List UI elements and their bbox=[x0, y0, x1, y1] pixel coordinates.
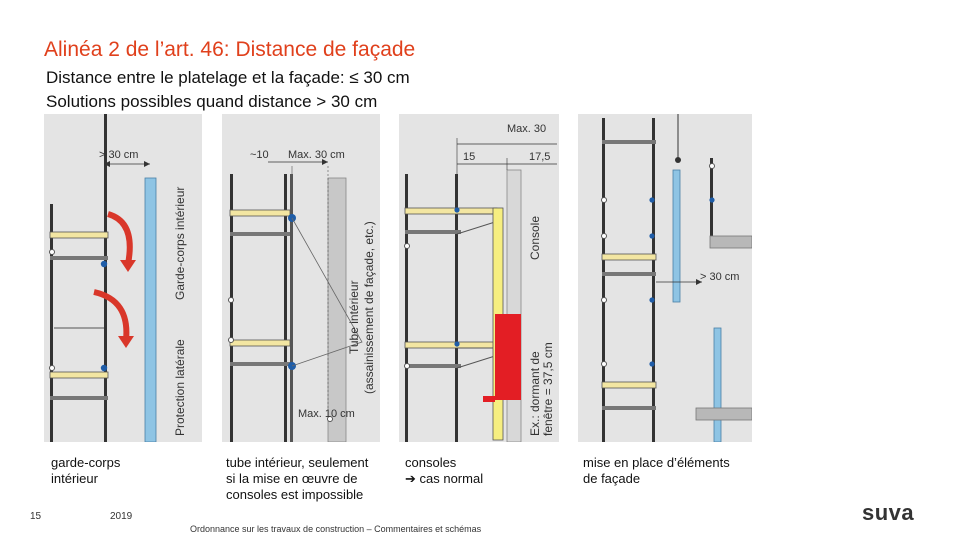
caption-interior-tube: tube intérieur, seulement si la mise en œuvre de consoles est impossible bbox=[226, 455, 369, 502]
interior-tube-drawing bbox=[222, 114, 380, 442]
fig1-garde-corps-label: Garde-corps intérieur bbox=[173, 186, 187, 300]
fig2-bottom-distance-label: Max. 10 cm bbox=[298, 408, 355, 420]
slide-subtitle-line-2: Solutions possibles quand distance > 30 cm bbox=[46, 92, 378, 111]
page-number: 15 bbox=[30, 511, 42, 522]
caption-consoles-normal-case: ➔ cas normal bbox=[405, 471, 484, 486]
caption-interior-guardrail: garde-corps intérieur bbox=[51, 455, 121, 486]
figure-facade-elements bbox=[578, 114, 752, 442]
interior-guardrail-drawing bbox=[44, 114, 202, 442]
fig3-example-label-2: fenêtre = 37,5 cm bbox=[541, 342, 555, 436]
fig3-max-distance-label: Max. 30 bbox=[507, 123, 547, 135]
slide-title: Alinéa 2 de l’art. 46: Distance de façade bbox=[44, 38, 416, 61]
consoles-drawing bbox=[399, 114, 559, 442]
slide-subtitle-line-1: Distance entre le platelage et la façade: ≤ 30 cm bbox=[46, 68, 410, 87]
footer-year: 2019 bbox=[110, 511, 133, 522]
fig1-distance-label: > 30 cm bbox=[99, 149, 139, 161]
fig2-tube-label: Tube intérieur bbox=[347, 280, 361, 354]
fig3-example-label-1: Ex.: dormant de bbox=[528, 351, 542, 436]
caption-consoles: consoles bbox=[405, 455, 457, 470]
footer-source: Ordonnance sur les travaux de construction – Commentaires et schémas bbox=[190, 524, 482, 534]
fig3-distance-a-label: 15 bbox=[463, 151, 476, 163]
suva-logo: suva bbox=[862, 500, 915, 525]
figure-consoles bbox=[399, 114, 559, 442]
fig3-console-label: Console bbox=[528, 215, 542, 260]
figure-interior-guardrail bbox=[44, 114, 202, 442]
fig2-small-distance-label: ~10 bbox=[250, 149, 269, 161]
fig1-protection-label: Protection latérale bbox=[173, 339, 187, 436]
fig2-tube-note-label: (assainissement de façade, etc.) bbox=[362, 221, 376, 394]
fig3-distance-b-label: 17,5 bbox=[529, 151, 551, 163]
fig2-max-distance-label: Max. 30 cm bbox=[288, 149, 345, 161]
figure-interior-tube bbox=[222, 114, 380, 442]
caption-facade-elements: mise en place d’éléments de façade bbox=[583, 455, 730, 486]
facade-elements-drawing bbox=[578, 114, 752, 442]
fig4-distance-label: > 30 cm bbox=[700, 271, 740, 283]
